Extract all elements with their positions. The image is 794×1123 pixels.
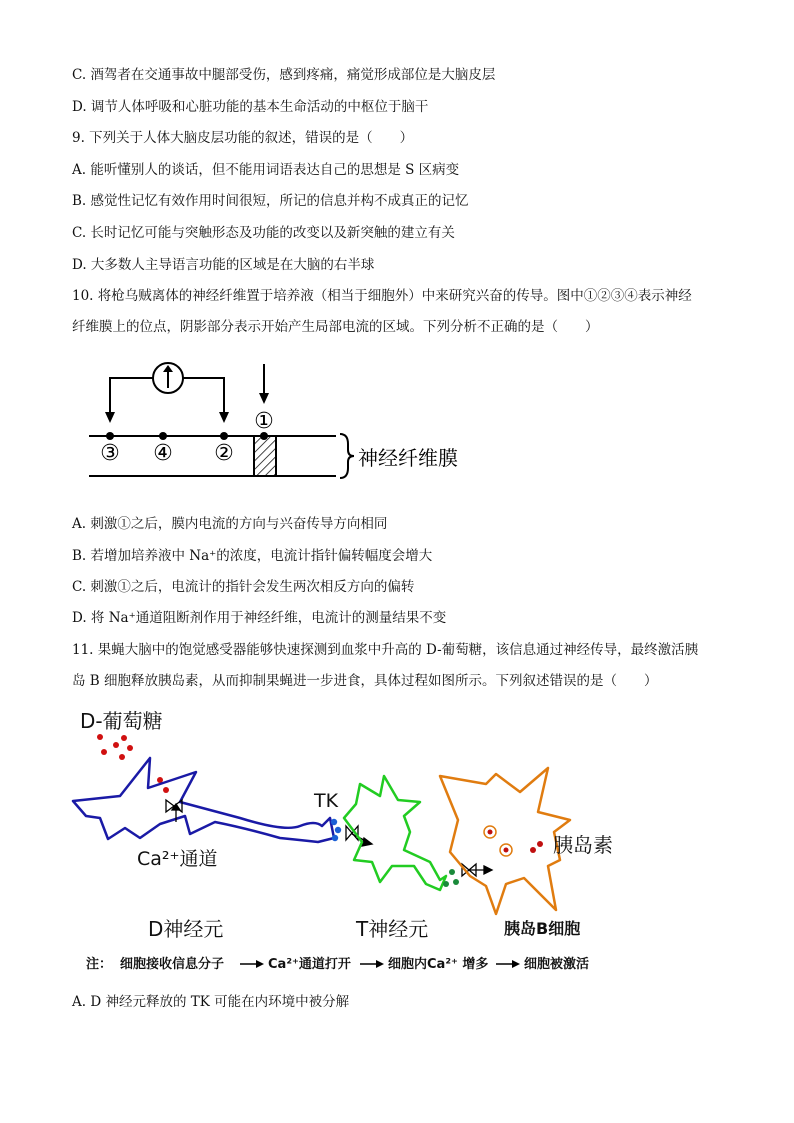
t-neuron-label: T神经元 xyxy=(356,917,429,941)
d-neuron-label: D神经元 xyxy=(148,917,224,941)
option-9a: A. 能听懂别人的谈话，但不能用词语表达自己的思想是 S 区病变 xyxy=(72,162,460,178)
option-10c: C. 刺激①之后，电流计的指针会发生两次相反方向的偏转 xyxy=(72,579,415,595)
note-arrow-icon xyxy=(496,960,520,968)
point-1-label: ① xyxy=(254,409,274,434)
question-10-line2: 纤维膜上的位点，阴影部分表示开始产生局部电流的区域。下列分析不正确的是（ ） xyxy=(72,319,599,335)
b-cell-label: 胰岛B细胞 xyxy=(504,919,581,938)
insulin-vesicles xyxy=(484,826,543,856)
insulin-label: 胰岛素 xyxy=(553,833,613,857)
note-step-2: Ca²⁺通道打开 xyxy=(268,957,351,972)
question-11-line1: 11. 果蝇大脑中的饱觉感受器能够快速探测到血浆中升高的 D-葡萄糖，该信息通过神经传导，最终激活胰 xyxy=(72,642,699,658)
option-10b: B. 若增加培养液中 Na⁺的浓度，电流计指针偏转幅度会增大 xyxy=(72,548,433,564)
note-prefix: 注： xyxy=(86,957,113,972)
option-10d: D. 将 Na⁺通道阻断剂作用于神经纤维，电流计的测量结果不变 xyxy=(72,610,447,626)
point-4-label: ④ xyxy=(153,441,173,466)
option-11a: A. D 神经元释放的 TK 可能在内环境中被分解 xyxy=(72,994,350,1010)
option-8c: C. 酒驾者在交通事故中腿部受伤，感到疼痛，痛觉形成部位是大脑皮层 xyxy=(72,67,496,83)
note-arrow-icon xyxy=(240,960,264,968)
d-neuron-body xyxy=(73,758,334,842)
note-step-4: 细胞被激活 xyxy=(524,957,590,972)
option-9c: C. 长时记忆可能与突触形态及功能的改变以及新突触的建立有关 xyxy=(72,225,455,241)
galvanometer-icon xyxy=(153,363,183,393)
question-11-line2: 岛 B 细胞释放胰岛素，从而抑制果蝇进一步进食，具体过程如图所示。下列叙述错误的是（ ） xyxy=(72,673,658,689)
ca-channel-label: Ca²⁺通道 xyxy=(137,848,218,870)
option-9b: B. 感觉性记忆有效作用时间很短，所记的信息并构不成真正的记忆 xyxy=(72,193,469,209)
option-8d: D. 调节人体呼吸和心脏功能的基本生命活动的中枢位于脑干 xyxy=(72,99,429,115)
point-3-label: ③ xyxy=(100,441,120,466)
brace-icon xyxy=(340,434,354,478)
question-9: 9. 下列关于人体大脑皮层功能的叙述，错误的是（ ） xyxy=(72,130,414,146)
note-step-1: 细胞接收信息分子 xyxy=(120,957,225,972)
note-step-3: 细胞内Ca²⁺ 增多 xyxy=(388,957,489,972)
membrane-label: 神经纤维膜 xyxy=(358,446,458,470)
option-10a: A. 刺激①之后，膜内电流的方向与兴奋传导方向相同 xyxy=(72,516,388,532)
tk-label: TK xyxy=(314,790,339,812)
note-arrow-icon xyxy=(360,960,384,968)
point-2-label: ② xyxy=(214,441,234,466)
nerve-fiber-diagram xyxy=(0,350,794,490)
t-neuron-body xyxy=(344,776,446,890)
insulin-pathway-diagram xyxy=(0,700,794,980)
b-cell-body xyxy=(440,768,570,914)
local-current-region xyxy=(254,436,276,476)
question-10-line1: 10. 将枪乌贼离体的神经纤维置于培养液（相当于细胞外）中来研究兴奋的传导。图中①②③④表示神经 xyxy=(72,288,692,304)
option-9d: D. 大多数人主导语言功能的区域是在大脑的右半球 xyxy=(72,257,375,273)
glucose-label: D-葡萄糖 xyxy=(80,709,163,733)
